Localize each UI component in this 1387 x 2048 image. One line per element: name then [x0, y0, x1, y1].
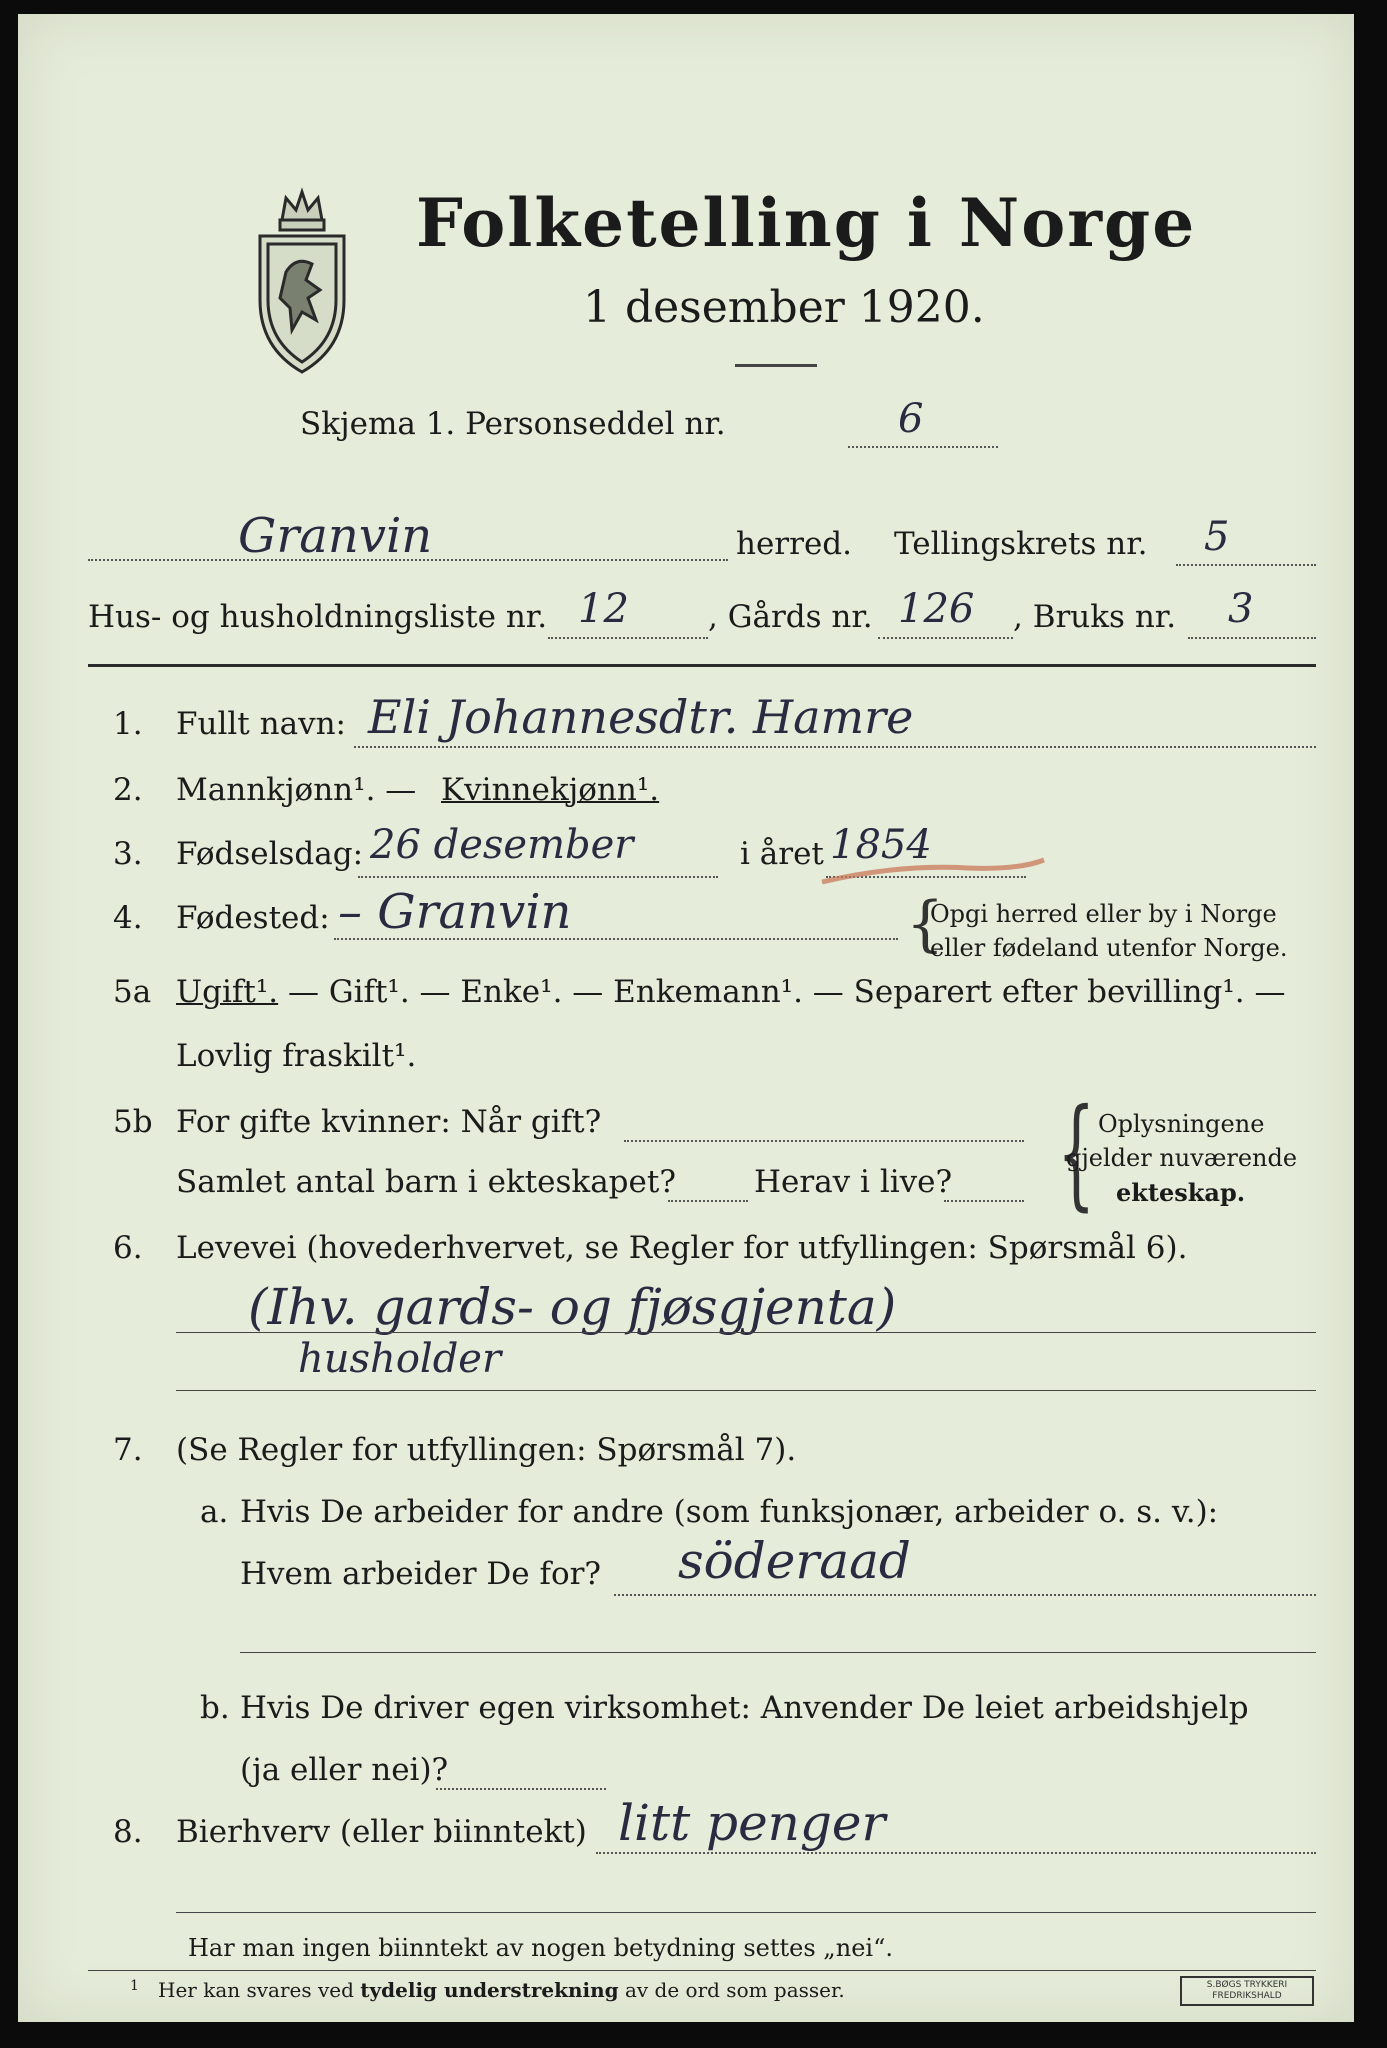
q5b-line1: For gifte kvinner: Når gift?	[176, 1104, 602, 1140]
gards-label: , Gårds nr.	[708, 599, 873, 635]
q8-label: Bierhverv (eller biinntekt)	[176, 1814, 587, 1850]
gards-line	[878, 637, 1013, 639]
q4-label: Fødested:	[176, 900, 330, 936]
q8-extra-line	[176, 1912, 1316, 1913]
q5b-brace: {	[1057, 1084, 1096, 1223]
q1-line	[354, 746, 1316, 748]
form-title: Folketelling i Norge	[416, 184, 1197, 262]
header-rule	[88, 664, 1316, 667]
q7a-number: a.	[200, 1494, 229, 1530]
bruks-line	[1188, 637, 1316, 639]
tellingskrets-line	[1176, 564, 1316, 566]
q4-brace: {	[906, 889, 945, 959]
personseddel-number: 6	[898, 396, 924, 442]
q6-number: 6.	[113, 1230, 143, 1266]
q1-full-name: Eli Johannesdtr. Hamre	[368, 690, 914, 744]
herred-label: herred.	[736, 526, 852, 562]
q3-birth-year: 1854	[830, 822, 932, 868]
hus-label: Hus- og husholdningsliste nr.	[88, 599, 548, 635]
q5a-ugift: Ugift¹.	[176, 974, 279, 1010]
footnote-text	[158, 1978, 845, 2002]
q6-occupation-2: husholder	[298, 1336, 502, 1382]
bruks-value: 3	[1228, 586, 1254, 632]
census-date: 1 desember 1920.	[583, 282, 985, 333]
q8-side-income: litt penger	[618, 1794, 886, 1852]
q5b-number: 5b	[113, 1104, 153, 1140]
q1-label: Fullt navn:	[176, 706, 346, 742]
personseddel-line	[848, 446, 998, 448]
q7b-line1: Hvis De driver egen virksomhet: Anvender De leiet arbeidshjelp	[240, 1690, 1249, 1726]
q6-label: Levevei (hovederhvervet, se Regler for utfyllingen: Spørsmål 6).	[176, 1230, 1188, 1266]
q3-day-line	[358, 876, 718, 878]
footnote-text-c: av de ord som passer.	[618, 1978, 845, 2002]
q5a-other-options: — Gift¹. — Enke¹. — Enkemann¹. — Separert efter bevilling¹. —	[278, 974, 1286, 1010]
q5a-number: 5a	[113, 974, 152, 1010]
schema-label: Skjema 1. Personseddel nr.	[300, 406, 726, 442]
q5a-options	[176, 974, 1285, 1010]
q7a-extra-line	[240, 1652, 1316, 1653]
q5b-note-line3: ekteskap.	[1116, 1178, 1246, 1207]
q7-number: 7.	[113, 1432, 143, 1468]
q5b-note-line1: Oplysningene	[1098, 1110, 1265, 1138]
q7b-line2: (ja eller nei)?	[240, 1752, 449, 1788]
gards-value: 126	[898, 586, 975, 632]
printer-stamp: S.BØGS TRYKKERI FREDRIKSHALD	[1180, 1976, 1314, 2006]
q8-number: 8.	[113, 1814, 143, 1850]
herred-value: Granvin	[238, 508, 433, 564]
q4-number: 4.	[113, 900, 143, 936]
q7b-line	[436, 1788, 606, 1790]
q2-male: Mannkjønn¹. —	[176, 772, 417, 808]
footnote-text-a: Her kan svares ved	[158, 1978, 361, 2002]
coat-of-arms-icon	[246, 180, 358, 380]
footer-note: Har man ingen biinntekt av nogen betydning settes „nei“.	[188, 1934, 893, 1962]
q6-line2	[176, 1390, 1316, 1391]
q8-line	[596, 1852, 1316, 1854]
census-form	[18, 14, 1354, 2022]
q2-number: 2.	[113, 772, 143, 808]
q5a-line2: Lovlig fraskilt¹.	[176, 1038, 417, 1074]
q5b-alive-line	[944, 1200, 1024, 1202]
q7-label: (Se Regler for utfyllingen: Spørsmål 7).	[176, 1432, 797, 1468]
q4-note-line1: Opgi herred eller by i Norge	[930, 900, 1277, 928]
tellingskrets-value: 5	[1204, 514, 1230, 560]
q7a-line2: Hvem arbeider De for?	[240, 1556, 602, 1592]
q7b-number: b.	[200, 1690, 230, 1726]
q4-birthplace: – Granvin	[338, 884, 572, 940]
q5b-note-line2: gjelder nuværende	[1066, 1144, 1298, 1172]
q6-line1	[176, 1332, 1316, 1333]
q7a-employer: söderaad	[678, 1532, 911, 1590]
q5b-children-label: Samlet antal barn i ekteskapet?	[176, 1164, 676, 1200]
q1-number: 1.	[113, 706, 143, 742]
bruks-label: , Bruks nr.	[1013, 599, 1177, 635]
q5b-alive-label: Herav i live?	[754, 1164, 953, 1200]
hus-line	[548, 637, 708, 639]
q2-female: Kvinnekjønn¹.	[441, 772, 660, 808]
q3-number: 3.	[113, 836, 143, 872]
q7a-line1: Hvis De arbeider for andre (som funksjonær, arbeider o. s. v.):	[240, 1494, 1219, 1530]
q5b-children-line	[668, 1200, 748, 1202]
q4-note-line2: eller fødeland utenfor Norge.	[930, 934, 1288, 962]
tellingskrets-label: Tellingskrets nr.	[894, 526, 1148, 562]
footnote-number: 1	[130, 1978, 139, 1994]
q3-label: Fødselsdag:	[176, 836, 364, 872]
hus-value: 12	[578, 586, 629, 632]
q6-occupation: (Ihv. gards- og fjøsgjenta)	[248, 1278, 897, 1336]
footnote-text-b: tydelig understrekning	[360, 1978, 619, 2002]
q7a-line	[614, 1594, 1316, 1596]
q5b-when-line	[624, 1140, 1024, 1142]
q3-birth-day: 26 desember	[370, 822, 634, 868]
q3-year-label: i året	[740, 836, 824, 872]
pencil-stroke-icon	[818, 854, 1048, 894]
title-separator	[735, 364, 817, 367]
footer-rule	[88, 1970, 1316, 1971]
